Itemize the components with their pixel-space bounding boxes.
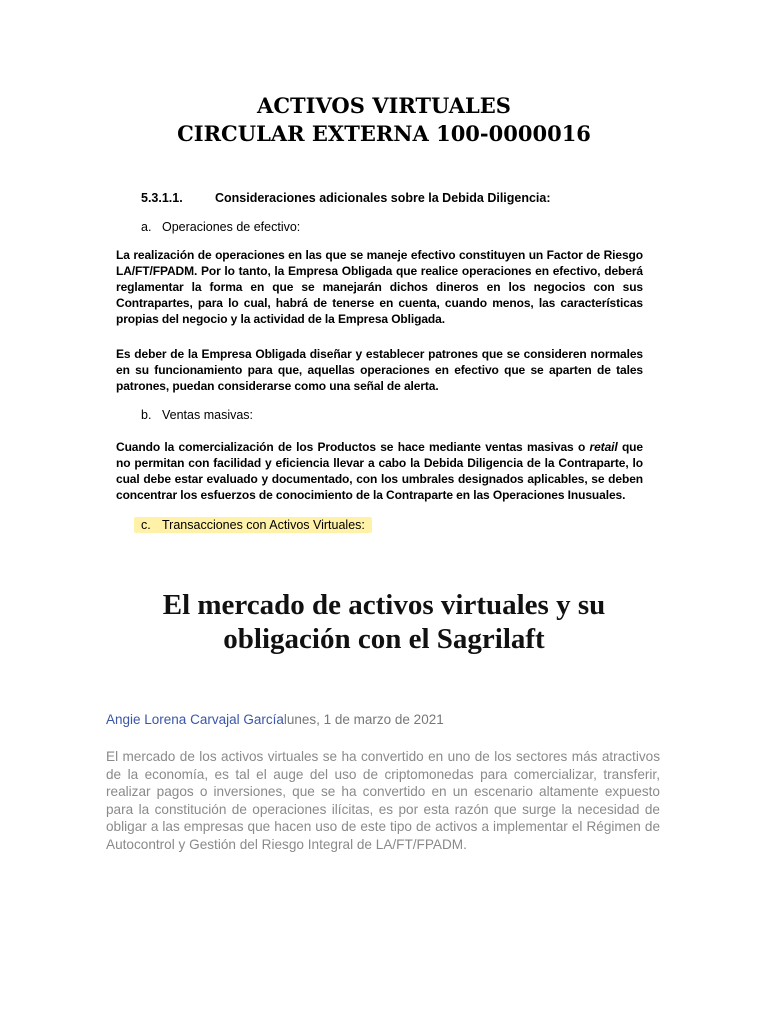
article-byline bbox=[106, 711, 444, 729]
author-link[interactable]: Angie Lorena Carvajal García bbox=[106, 712, 284, 727]
item-c-label: Transacciones con Activos Virtuales: bbox=[162, 518, 365, 532]
article-title bbox=[0, 588, 768, 656]
item-b-label: Ventas masivas: bbox=[162, 408, 254, 422]
item-b-letter: b. bbox=[141, 408, 152, 422]
article-title-line-1: El mercado de activos virtuales y su bbox=[162, 589, 606, 621]
section-heading bbox=[141, 188, 643, 208]
article-date: lunes, 1 de marzo de 2021 bbox=[283, 712, 444, 727]
document-title-line-2: CIRCULAR EXTERNA 100-0000016 bbox=[177, 121, 591, 146]
document-title-line-1: ACTIVOS VIRTUALES bbox=[257, 93, 511, 118]
article-title-line-2: obligación con el Sagrilaft bbox=[223, 623, 545, 655]
item-c-letter: c. bbox=[141, 518, 151, 532]
paragraph-normal-patterns: Es deber de la Empresa Obligada diseñar y establecer patrones que se consideren normales en su funcionamiento para que, aquellas operaciones en efectivo que se aparten de tales patrones, puedan considerarse como una señal de alerta. bbox=[116, 347, 643, 393]
document-title bbox=[0, 92, 768, 148]
item-b bbox=[141, 407, 643, 423]
circular-excerpt bbox=[116, 188, 643, 534]
section-title: Consideraciones adicionales sobre la Debida Diligencia: bbox=[215, 191, 551, 205]
item-a-letter: a. bbox=[141, 220, 152, 234]
paragraph-mass-sales-part-2: que no permitan con facilidad y eficiencia llevar a cabo la Debida Diligencia de la Contraparte, lo cual debe estar evaluado y documentado, con los umbrales designados aplicables, se deben concentrar los esfuerzos de conocimiento de la Contraparte en las Operaciones Inusuales. bbox=[116, 440, 643, 502]
paragraph-cash-operations: La realización de operaciones en las que se maneje efectivo constituyen un Factor de Riesgo LA/FT/FPADM. Por lo tanto, la Empresa Obligada que realice operaciones en efectivo, deberá reglamentar la forma en que se manejarán dichos dineros en los negocios con sus Contrapartes, para lo cual, habrá de tenerse en cuenta, cuando menos, las características propias del negocio y la actividad de la Empresa Obligada. bbox=[116, 248, 643, 326]
section-number: 5.3.1.1. bbox=[141, 191, 183, 205]
item-a-label: Operaciones de efectivo: bbox=[162, 220, 301, 234]
item-a bbox=[141, 219, 643, 235]
article-body: El mercado de los activos virtuales se ha convertido en uno de los sectores más atractivos de la economía, es tal el auge del uso de criptomonedas para comercializar, transferir, realizar pagos o inversiones, que se ha convertido en un escenario altamente expuesto para la constitución de operaciones ilícitas, es por esta razón que surge la necesidad de obligar a las empresas que hacen uso de este tipo de activos a implementar el Régimen de Autocontrol y Gestión del Riesgo Integral de LA/FT/FPADM. bbox=[106, 749, 660, 852]
paragraph-mass-sales bbox=[116, 439, 643, 503]
paragraph-mass-sales-part-1: Cuando la comercialización de los Productos se hace mediante ventas masivas o bbox=[116, 440, 590, 454]
item-c-highlighted bbox=[134, 517, 372, 533]
paragraph-mass-sales-italic: retail bbox=[589, 440, 618, 454]
